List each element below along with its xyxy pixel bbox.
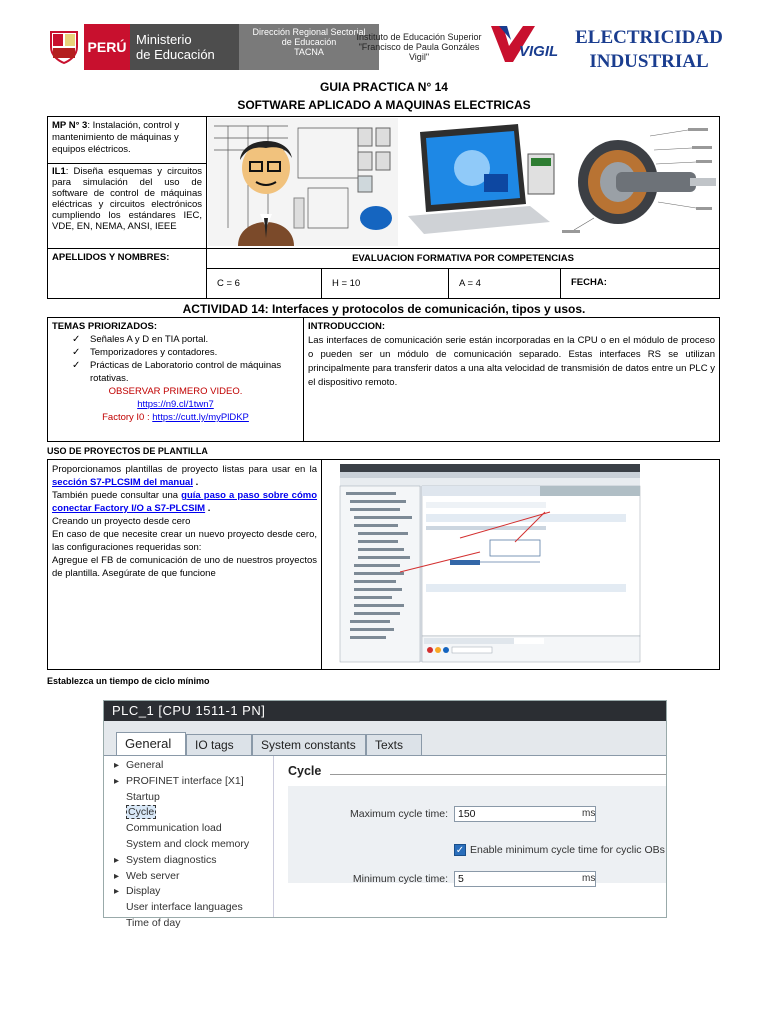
proyectos-p3: Creando un proyecto desde cero <box>52 516 191 527</box>
tia-portal-project-image <box>340 464 640 662</box>
guide-title: GUIA PRACTICA N° 14 <box>320 80 448 94</box>
score-a: A = 4 <box>449 269 561 299</box>
video-note: OBSERVAR PRIMERO VIDEO. <box>108 386 243 397</box>
ministry-name: Ministerio de Educación <box>130 24 276 70</box>
illustration-cell <box>207 117 720 249</box>
tab-texts[interactable]: Texts <box>366 734 422 756</box>
nav-item-profinet-interface-x1[interactable]: ▸ PROFINET interface [X1] <box>104 774 273 790</box>
activity-title: ACTIVIDAD 14: Interfaces y protocolos de comunicación, tipos y usos. <box>182 302 586 316</box>
institute-name: Instituto de Educación Superior "Francisco de Paula Gonzáles Vigil" <box>356 32 482 62</box>
enable-min-cycle-checkbox[interactable]: ✓ <box>455 845 465 856</box>
proyectos-p1: Proporcionamos plantillas de proyecto listas para usar en la sección S7-PLCSIM del manual . <box>52 464 317 488</box>
min-cycle-unit: ms <box>582 873 596 884</box>
tia-properties-body <box>104 755 666 929</box>
il-cell: IL1: Diseña esquemas y circuitos para simulación del uso de software de control de máquinas eléctricas y circuitos electrónicos cumpliendo los estándares IEC, VDE, EN, NEMA, ANSI, IEEE <box>48 164 207 249</box>
tia-window-titlebar <box>104 701 666 721</box>
nav-item-web-server[interactable]: ▸ Web server <box>104 869 273 885</box>
proyectos-p4: En caso de que necesite crear un nuevo proyecto desde cero, las configuraciones requeridas son: <box>52 529 317 553</box>
nav-item-system-and-clock-memory[interactable]: System and clock memory <box>126 837 250 850</box>
page-header <box>44 18 724 78</box>
nav-item-time-of-day[interactable]: Time of day <box>126 916 181 929</box>
mp-cell: MP N° 3: Instalación, control y mantenimiento de máquinas y equipos eléctricos. <box>48 117 207 164</box>
temas-intro-table <box>47 317 720 442</box>
nav-item-general[interactable]: ▸ General <box>104 758 273 774</box>
fecha-cell: FECHA: <box>561 269 720 299</box>
tab-io-tags[interactable]: IO tags <box>186 734 252 756</box>
intro-text: Las interfaces de comunicación serie están incorporadas en la CPU o en el módulo de proceso o pueden ser un módulo de comunicación separado. Estas interfaces RS se utilizan principalmente para transferir datos a una alta velocidad de transmisión de datos entre un PLC y el dispositivo remoto. <box>308 335 715 388</box>
nav-item-system-diagnostics[interactable]: ▸ System diagnostics <box>104 853 273 869</box>
factory-label: Factory I0 : <box>102 412 153 423</box>
motor-cutaway-image <box>560 118 718 246</box>
peru-label: PERÚ <box>84 24 130 70</box>
temas-heading: TEMAS PRIORIZADOS: <box>52 321 158 332</box>
dre-tacna-logo: Dirección Regional Sectorial de Educación TACNA <box>239 24 379 70</box>
tia-project-screenshot-cell <box>322 460 720 670</box>
tia-navigation-tree <box>104 756 274 929</box>
vigil-logo <box>489 22 559 72</box>
factory-link[interactable]: https://cutt.ly/myPlDKP <box>152 412 249 423</box>
technician-schematic-image <box>208 118 398 246</box>
evaluacion-header: EVALUACION FORMATIVA POR COMPETENCIAS <box>207 249 720 269</box>
section-divider <box>330 774 666 775</box>
tia-properties-window <box>103 700 667 929</box>
video-link[interactable]: https://n9.cl/1twn7 <box>137 399 214 410</box>
proyectos-p2: También puede consultar una guía paso a paso sobre cómo conectar Factory I/O a S7-PLCSIM . <box>52 490 318 514</box>
max-cycle-unit: ms <box>582 808 596 819</box>
guide-subtitle: SOFTWARE APLICADO A MAQUINAS ELECTRICAS <box>237 98 531 112</box>
intro-cell <box>304 318 720 442</box>
temas-item: ✓ Temporizadores y contadores. <box>76 346 299 359</box>
tia-window-title: PLC_1 [CPU 1511-1 PN] <box>112 703 266 718</box>
min-cycle-label: Minimum cycle time: <box>352 873 448 885</box>
min-cycle-input[interactable]: 5 <box>454 871 596 887</box>
step-guide-link[interactable]: guía paso a paso sobre cómo conectar Factory I/O a S7-PLCSIM <box>52 490 318 514</box>
department-title: ELECTRICIDAD INDUSTRIAL <box>575 27 723 72</box>
vigil-logo-text: VIGIL <box>519 43 559 60</box>
manual-section-link[interactable]: sección S7-PLCSIM del manual <box>52 477 193 488</box>
proyectos-table <box>47 459 720 670</box>
tab-general[interactable]: General <box>116 732 186 756</box>
laptop-plc-image <box>400 118 558 246</box>
temas-list <box>52 333 299 385</box>
tia-tab-bar <box>104 721 666 755</box>
proyectos-section-label: USO DE PROYECTOS DE PLANTILLA <box>47 446 208 456</box>
nav-item-communication-load[interactable]: Communication load <box>126 822 222 835</box>
apellidos-cell: APELLIDOS Y NOMBRES: <box>48 249 207 299</box>
cycle-section-title: Cycle <box>288 764 322 778</box>
intro-heading: INTRODUCCION: <box>308 321 386 332</box>
temas-item: ✓ Señales A y D en TIA portal. <box>76 333 299 346</box>
nav-item-display[interactable]: ▸ Display <box>104 884 273 900</box>
nav-item-cycle[interactable]: Cycle <box>128 806 155 819</box>
cycle-settings-panel <box>276 756 666 917</box>
proyectos-p5: Agregue el FB de comunicación de uno de nuestros proyectos de plantilla. Asegúrate de que funcione <box>52 555 317 579</box>
cycle-settings-area <box>288 786 666 883</box>
tab-system-constants[interactable]: System constants <box>252 734 366 756</box>
score-c: C = 6 <box>207 269 322 299</box>
nav-item-startup[interactable]: Startup <box>126 790 160 803</box>
proyectos-text-cell <box>48 460 322 670</box>
peru-shield-icon <box>44 24 84 70</box>
enable-min-cycle-label: Enable minimum cycle time for cyclic OBs <box>470 844 665 856</box>
score-h: H = 10 <box>322 269 449 299</box>
nav-item-user-interface-languages[interactable]: User interface languages <box>126 901 243 914</box>
temas-item: ✓ Prácticas de Laboratorio control de máquinas rotativas. <box>76 359 299 385</box>
max-cycle-label: Maximum cycle time: <box>349 808 448 820</box>
temas-cell <box>48 318 304 442</box>
info-table <box>47 116 720 299</box>
cycle-section-label: Establezca un tiempo de ciclo mínimo <box>47 676 210 686</box>
max-cycle-input[interactable]: 150 <box>454 806 596 822</box>
